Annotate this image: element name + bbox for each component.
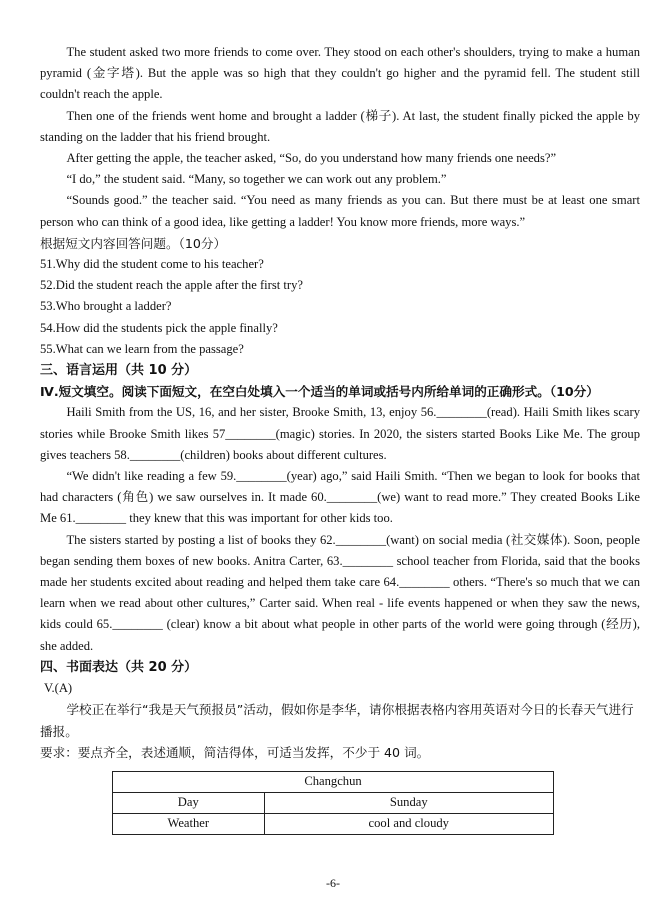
reading-instruction: 根据短文内容回答问题。（10分） [40, 235, 227, 251]
table-cell: Day [113, 792, 265, 813]
question-53: 53.Who brought a ladder? [40, 299, 172, 314]
story-paragraph-1: The student asked two more friends to come over. They stood on each other's shoulders, trying to make a human pyramid (金字塔). But the apple was so high that they couldn't go higher and the pyramid fell. The student still couldn't reach the apple. [40, 45, 640, 102]
question-52: 52.Did the student reach the apple after the first try? [40, 278, 303, 293]
weather-table [112, 771, 554, 835]
writing-requirements: 要求：要点齐全，表述通顺，简洁得体，可适当发挥，不少于 40 词。 [40, 744, 430, 760]
story-paragraph-2: Then one of the friends went home and brought a ladder (梯子). At last, the student finally picked the apple by standing on the ladder that his friend brought. [40, 108, 640, 144]
writing-prompt: 学校正在举行“我是天气预报员”活动，假如你是李华，请你根据表格内容用英语对今日的长春天气进行播报。 [40, 702, 634, 739]
cloze-paragraph-3: The sisters started by posting a list of books they 62.________(want) on social media (社交媒体). Soon, people began sending them boxes of new books. Anitra Carter, 63.________ school teacher from Florida, said that the books made her students excited about reading and helped them take care 64.________ others. “There's so much that we can learn when we read about other cultures,” Carter said. When real - life events happened or when they saw the news, kids could 65.________ (clear) know a bit about what people in other parts of the world were going through (经历), she added. [40, 532, 640, 653]
cloze-paragraph-2: “We didn't like reading a few 59.________(year) ago,” said Haili Smith. “Then we began to look for books that had characters (角色) we saw ourselves in. It made 60.________(we) want to read more.” They created Books Like Me 61.________ they knew that this was important for other kids too. [40, 469, 640, 526]
section3-title: 三、语言运用（共 10 分） [40, 363, 198, 379]
section4-part: V.(A) [44, 681, 73, 696]
section4-title: 四、书面表达（共 20 分） [40, 659, 198, 675]
table-cell: cool and cloudy [264, 813, 553, 834]
table-cell: Sunday [264, 792, 553, 813]
story-paragraph-5: “Sounds good.” the teacher said. “You need as many friends as you can. But there must be at least one smart person who can think of a good idea, like getting a ladder! You know more friends, more ways.” [40, 193, 640, 229]
question-51: 51.Why did the student come to his teacher? [40, 257, 264, 272]
story-paragraph-4: “I do,” the student said. “Many, so together we can work out any problem.” [66, 172, 447, 187]
question-54: 54.How did the students pick the apple finally? [40, 320, 278, 335]
table-row [113, 813, 554, 834]
page-number: -6- [326, 876, 340, 890]
table-title-row [113, 771, 554, 792]
table-title: Changchun [113, 771, 554, 792]
section3-instruction: Ⅳ.短文填空。阅读下面短文，在空白处填入一个适当的单词或括号内所给单词的正确形式。（10分） [40, 384, 599, 400]
table-cell: Weather [113, 813, 265, 834]
table-row [113, 792, 554, 813]
question-55: 55.What can we learn from the passage? [40, 341, 244, 356]
cloze-paragraph-1: Haili Smith from the US, 16, and her sister, Brooke Smith, 13, enjoy 56.________(read). Haili Smith likes scary stories while Brooke Smith likes 57________(magic) stories. In 2020, the sisters started Books Like Me. The group gives teachers 58.________(children) books about different cultures. [40, 405, 640, 462]
story-paragraph-3: After getting the apple, the teacher asked, “So, do you understand how many friends one needs?” [66, 151, 557, 166]
